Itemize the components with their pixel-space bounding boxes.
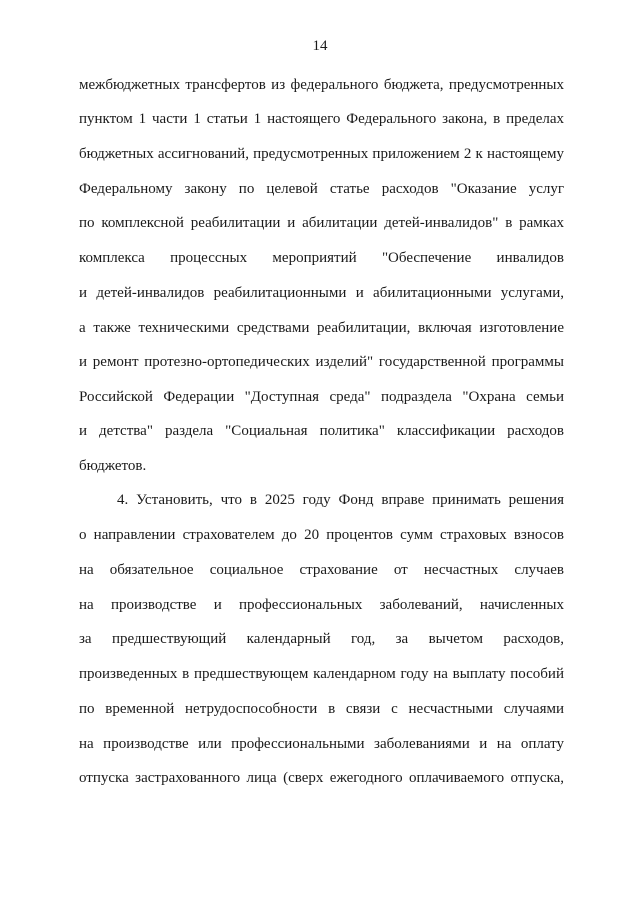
text-line: произведенных в предшествующем календарном году на выплату пособий	[79, 666, 564, 682]
text-line: а также техническими средствами реабилитации, включая изготовление	[79, 320, 564, 336]
text-line: по комплексной реабилитации и абилитации детей-инвалидов" в рамках	[79, 215, 564, 231]
text-line: пунктом 1 части 1 статьи 1 настоящего Федерального закона, в пределах	[79, 111, 564, 127]
page-number: 14	[312, 38, 328, 54]
paragraph-first-line: 4. Установить, что в 2025 году Фонд вправе принимать решения	[117, 492, 564, 508]
text-line: на производстве и профессиональных заболеваний, начисленных	[79, 597, 564, 613]
text-line: и детства" раздела "Социальная политика" классификации расходов	[79, 423, 564, 439]
text-line: на обязательное социальное страхование от несчастных случаев	[79, 562, 564, 578]
text-line: межбюджетных трансфертов из федерального бюджета, предусмотренных	[79, 77, 564, 93]
text-line: комплекса процессных мероприятий "Обеспечение инвалидов	[79, 250, 564, 266]
text-line: на производстве или профессиональными заболеваниями и на оплату	[79, 736, 564, 752]
text-line: за предшествующий календарный год, за вычетом расходов,	[79, 631, 564, 647]
text-line: и детей-инвалидов реабилитационными и абилитационными услугами,	[79, 285, 564, 301]
text-line: и ремонт протезно-ортопедических изделий" государственной программы	[79, 354, 564, 370]
text-line: отпуска застрахованного лица (сверх ежегодного оплачиваемого отпуска,	[79, 770, 564, 786]
text-line: о направлении страхователем до 20 процентов сумм страховых взносов	[79, 527, 564, 543]
text-line-paragraph-end: бюджетов.	[79, 458, 147, 474]
text-line: Российской Федерации "Доступная среда" подраздела "Охрана семьи	[79, 389, 564, 405]
text-line: по временной нетрудоспособности в связи с несчастными случаями	[79, 701, 564, 717]
text-line: бюджетных ассигнований, предусмотренных приложением 2 к настоящему	[79, 146, 564, 162]
text-line: Федеральному закону по целевой статье расходов "Оказание услуг	[79, 181, 564, 197]
